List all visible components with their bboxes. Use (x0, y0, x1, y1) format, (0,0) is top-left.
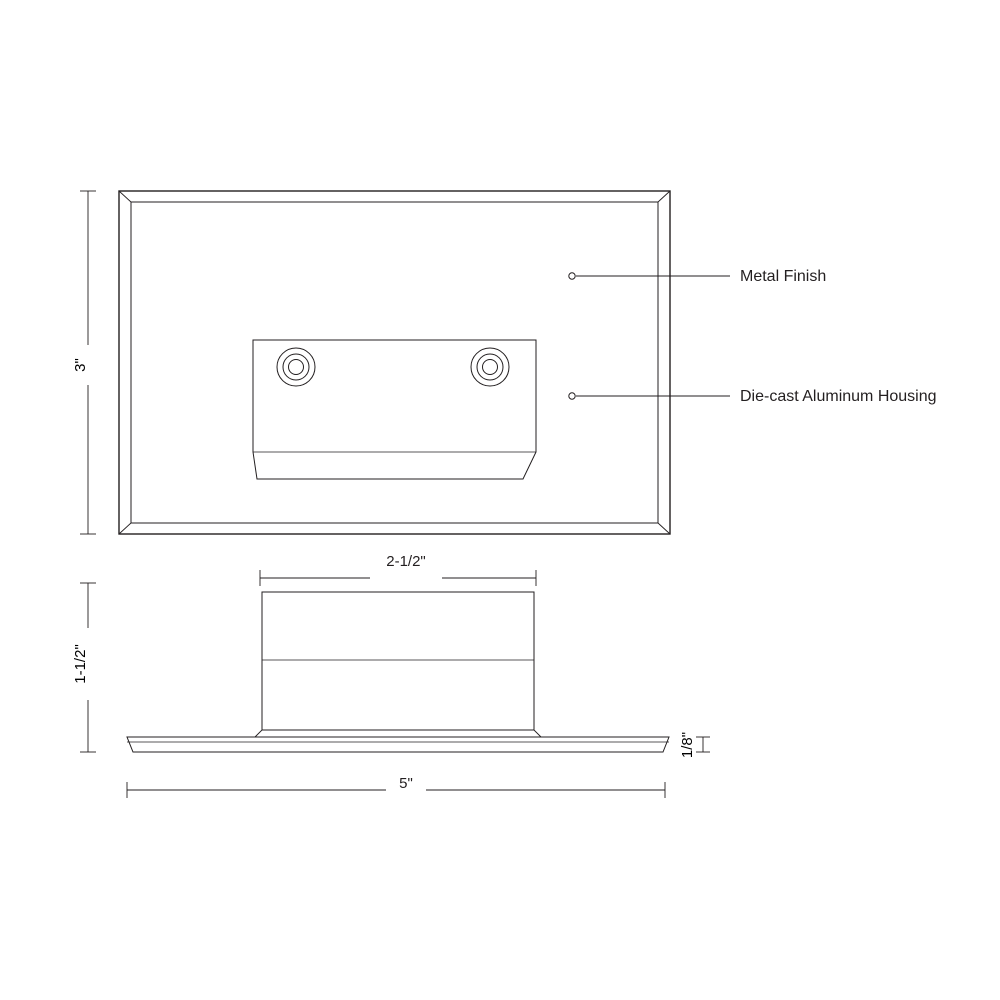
bevel-corner-tr (658, 191, 670, 202)
dimension-housing-depth (72, 583, 96, 752)
dimension-plate-thickness (679, 732, 710, 758)
screw-boss-right (471, 348, 509, 386)
faceplate-outer-edge (119, 191, 670, 534)
dimension-housing-width (260, 553, 536, 586)
dimension-label-housing-width: 2-1/2" (386, 552, 426, 570)
dimension-overall-width (127, 775, 665, 798)
callout-label-die-cast-aluminum-housing: Die-cast Aluminum Housing (740, 388, 937, 406)
trim-plate (127, 737, 669, 752)
callout-metal-finish (569, 268, 826, 285)
dimension-label-overall-width: 5" (399, 774, 413, 792)
dimension-label-plate-thickness: 1/8" (678, 731, 696, 759)
side-view (72, 553, 710, 798)
screw-boss-left (277, 348, 315, 386)
bevel-corner-br (658, 523, 670, 534)
dimension-label-front-height: 3" (71, 358, 89, 372)
housing-side-body (262, 592, 534, 730)
bevel-corner-tl (119, 191, 131, 202)
front-view (72, 191, 670, 534)
housing-taper-right (534, 730, 541, 737)
bevel-corner-bl (119, 523, 131, 534)
faceplate-inner-bevel (131, 202, 658, 523)
dimension-label-housing-depth: 1-1/2" (71, 644, 89, 684)
dimension-front-height (72, 191, 96, 534)
callout-die-cast-aluminum-housing (569, 388, 937, 405)
housing-taper-left (255, 730, 262, 737)
callout-label-metal-finish: Metal Finish (740, 268, 827, 286)
